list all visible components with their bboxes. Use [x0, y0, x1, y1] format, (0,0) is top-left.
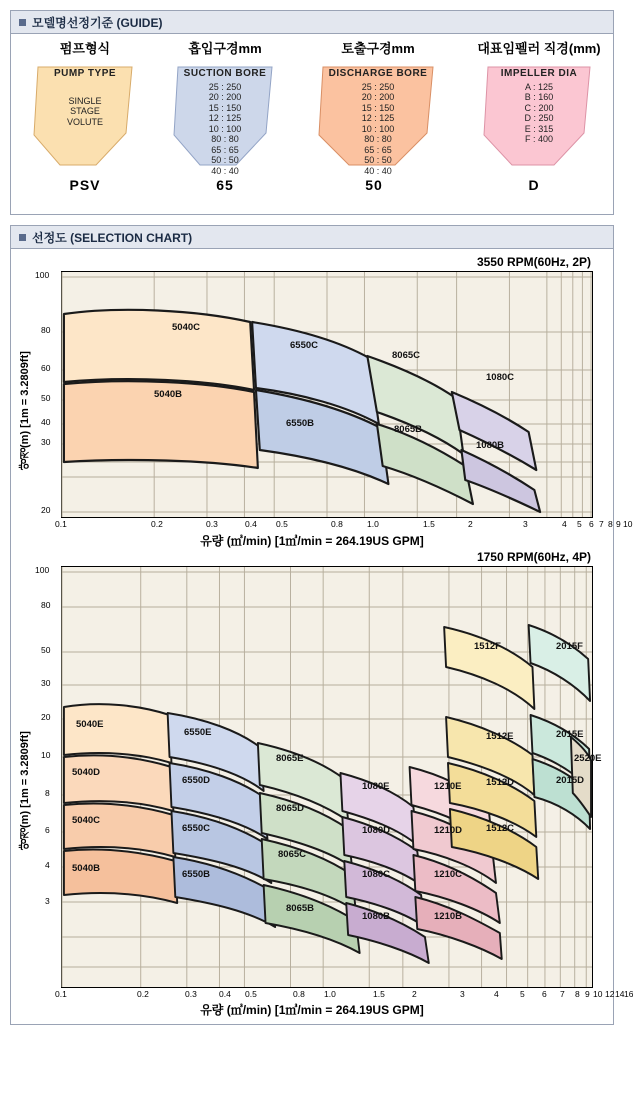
chart-x-axis-label: 유량 (㎥/min) [1㎥/min = 264.19US GPM]	[200, 1003, 424, 1017]
chart-title: 3550 RPM(60Hz, 2P)	[476, 255, 591, 269]
guide-shape-text	[170, 61, 280, 176]
guide-shape-line: E : 315	[524, 123, 554, 134]
guide-shape-text	[30, 61, 140, 171]
curve-label-2520E: 2520E	[574, 753, 602, 764]
guide-shape-line: D : 250	[524, 113, 554, 123]
x-tick: 1.0	[367, 519, 379, 529]
curve-label-1210E: 1210E	[434, 781, 462, 792]
guide-section-header	[11, 11, 613, 34]
guide-shape	[170, 61, 280, 176]
guide-shape-line: 15 : 150	[208, 102, 242, 113]
x-tick: 2	[468, 519, 473, 529]
curve-label-8065E: 8065E	[276, 753, 304, 764]
y-tick: 6	[45, 825, 50, 835]
guide-shape-text	[315, 61, 441, 176]
guide-shape-header: IMPELLER DIA	[500, 68, 578, 79]
guide-shape-header: SUCTION BORE	[183, 68, 267, 79]
guide-shape-line: B : 160	[524, 92, 554, 102]
curve-label-5040C: 5040C	[72, 815, 100, 826]
guide-shape-line: 40 : 40	[211, 165, 239, 176]
x-tick: 10	[623, 519, 633, 529]
x-tick: 0.3	[206, 519, 218, 529]
x-tick: 6	[589, 519, 594, 529]
curve-label-1210B: 1210B	[434, 911, 462, 922]
guide-shape-header: DISCHARGE BORE	[328, 68, 428, 79]
guide-shape-line: 15 : 150	[361, 102, 395, 113]
bullet-icon	[19, 19, 26, 26]
curve-label-1210C: 1210C	[434, 869, 462, 880]
curve-label-5040C: 5040C	[172, 322, 200, 333]
guide-column-title: 펌프형식	[59, 41, 111, 56]
curve-label-6550B: 6550B	[182, 869, 210, 880]
x-tick: 10	[593, 989, 603, 999]
guide-column-title: 흡입구경mm	[188, 41, 262, 56]
guide-code: PSV	[69, 177, 101, 193]
chart-1-svg	[62, 272, 592, 517]
x-tick: 3	[460, 989, 465, 999]
x-tick: 0.8	[331, 519, 343, 529]
x-tick: 1.5	[373, 989, 385, 999]
x-tick: 0.3	[185, 989, 197, 999]
curve-label-5040D: 5040D	[72, 767, 100, 778]
guide-shape-line: 50 : 50	[211, 155, 239, 165]
x-tick: 0.4	[219, 989, 231, 999]
guide-code: D	[528, 177, 540, 193]
selection-section-title: 선정도 (SELECTION CHART)	[32, 230, 193, 245]
x-tick: 7	[599, 519, 604, 529]
curve-label-2015E: 2015E	[556, 729, 584, 740]
guide-shape-line: 65 : 65	[364, 144, 392, 155]
y-tick: 20	[41, 505, 51, 515]
curve-label-2015F: 2015F	[556, 641, 583, 652]
x-tick: 1.0	[324, 989, 336, 999]
chart-y-axis-label: 양정(m) [1m = 3.2809ft]	[19, 351, 31, 471]
x-tick: 0.2	[137, 989, 149, 999]
x-tick: 0.8	[293, 989, 305, 999]
curve-label-1080E: 1080E	[362, 781, 390, 792]
curve-label-5040E: 5040E	[76, 719, 104, 730]
guide-column-pump-type	[19, 38, 151, 193]
chart-plot-area	[61, 566, 602, 988]
curve-label-6550E: 6550E	[184, 727, 212, 738]
x-tick: 3	[523, 519, 528, 529]
guide-column-suction-bore	[159, 38, 291, 193]
guide-shape-line: 20 : 200	[361, 92, 395, 102]
guide-body	[11, 34, 613, 214]
x-tick: 7	[560, 989, 565, 999]
x-tick: 16	[624, 989, 633, 999]
guide-shape-line: 10 : 100	[208, 123, 242, 134]
y-tick: 80	[41, 325, 51, 335]
curve-label-8065C: 8065C	[278, 849, 306, 860]
x-tick: 9	[585, 989, 590, 999]
chart-plot-area	[61, 271, 593, 518]
guide-code: 50	[365, 177, 383, 193]
y-tick: 4	[45, 860, 50, 870]
x-tick: 0.5	[276, 519, 288, 529]
x-tick: 9	[616, 519, 621, 529]
x-tick: 0.5	[245, 989, 257, 999]
x-tick: 6	[542, 989, 547, 999]
guide-shape-line: STAGE	[70, 106, 100, 116]
chart-y-axis-label: 양정(m) [1m = 3.2809ft]	[19, 731, 31, 851]
guide-column-discharge-bore	[303, 38, 453, 193]
y-tick: 80	[41, 600, 51, 610]
x-tick: 0.4	[245, 519, 257, 529]
x-tick: 2	[412, 989, 417, 999]
x-tick: 4	[494, 989, 499, 999]
guide-shape-line: 10 : 100	[361, 123, 395, 134]
curve-label-1080C: 1080C	[486, 372, 514, 383]
selection-section-header	[11, 226, 613, 249]
y-tick: 50	[41, 393, 51, 403]
x-tick: 12	[605, 989, 615, 999]
x-tick: 0.1	[55, 989, 67, 999]
y-tick: 50	[41, 645, 51, 655]
curve-label-1512E: 1512E	[486, 731, 514, 742]
guide-shape-header: PUMP TYPE	[53, 68, 117, 79]
y-tick: 30	[41, 678, 51, 688]
y-tick: 100	[35, 270, 50, 280]
guide-column-title: 대표임펠러 직경(mm)	[477, 41, 601, 56]
y-tick: 3	[45, 896, 50, 906]
curve-label-1512D: 1512D	[486, 777, 514, 788]
curve-label-8065C: 8065C	[392, 350, 420, 361]
curve-label-8065B: 8065B	[286, 903, 314, 914]
curve-label-5040B: 5040B	[154, 389, 182, 400]
x-tick: 8	[575, 989, 580, 999]
curve-label-1080B: 1080B	[362, 911, 390, 922]
chart-3550rpm	[19, 255, 633, 548]
curve-label-8065B: 8065B	[394, 424, 422, 435]
guide-section	[10, 10, 614, 215]
guide-shape-line: VOLUTE	[66, 116, 103, 127]
guide-shape-line: 25 : 250	[361, 81, 395, 92]
guide-shape	[315, 61, 441, 176]
bullet-icon	[19, 234, 26, 241]
x-tick: 5	[577, 519, 582, 529]
x-tick: 8	[608, 519, 613, 529]
guide-shape-line: 50 : 50	[364, 155, 392, 165]
curve-label-6550D: 6550D	[182, 775, 210, 786]
guide-shape-line: SINGLE	[68, 95, 102, 106]
x-tick: 5	[520, 989, 525, 999]
curve-label-6550C: 6550C	[182, 823, 210, 834]
guide-shape-line: 40 : 40	[364, 165, 392, 176]
guide-code: 65	[216, 177, 234, 193]
y-tick: 40	[41, 417, 51, 427]
guide-shape-line: 20 : 200	[208, 92, 242, 102]
guide-shape-line: 80 : 80	[211, 134, 239, 144]
y-tick: 60	[41, 363, 51, 373]
curve-label-1080D: 1080D	[362, 825, 390, 836]
chart-title: 1750 RPM(60Hz, 4P)	[476, 550, 591, 564]
x-tick: 4	[562, 519, 567, 529]
guide-column-title: 토출구경mm	[341, 41, 415, 56]
y-tick: 100	[35, 565, 50, 575]
x-tick: 0.2	[151, 519, 163, 529]
y-tick: 8	[45, 788, 50, 798]
x-tick: 1.5	[423, 519, 435, 529]
y-tick: 20	[41, 712, 51, 722]
chart-1750rpm	[19, 550, 633, 1017]
curve-label-1080B: 1080B	[476, 440, 504, 451]
chart-x-axis-label: 유량 (㎥/min) [1㎥/min = 264.19US GPM]	[200, 534, 424, 548]
curve-label-1512C: 1512C	[486, 823, 514, 834]
guide-shape-line: 12 : 125	[361, 113, 395, 123]
x-tick: 14	[615, 989, 625, 999]
guide-section-title: 모델명선정기준 (GUIDE)	[32, 15, 163, 30]
curve-label-5040B: 5040B	[72, 863, 100, 874]
curve-label-1210D: 1210D	[434, 825, 462, 836]
guide-column-impeller-dia	[463, 38, 615, 193]
guide-shape	[480, 61, 598, 171]
guide-shape-line: F : 400	[524, 134, 553, 144]
guide-shape-line: 12 : 125	[208, 113, 242, 123]
guide-shape-text	[480, 61, 598, 171]
guide-shape-line: A : 125	[524, 81, 554, 92]
curve-label-6550C: 6550C	[290, 340, 318, 351]
selection-chart-body	[11, 249, 633, 1024]
curve-label-1512F: 1512F	[474, 641, 501, 652]
curve-label-2015D: 2015D	[556, 775, 584, 786]
guide-shape	[30, 61, 140, 171]
curve-label-8065D: 8065D	[276, 803, 304, 814]
curve-label-1080C: 1080C	[362, 869, 390, 880]
curve-label-6550B: 6550B	[286, 418, 314, 429]
guide-shape-line: C : 200	[524, 102, 554, 113]
guide-shape-line: 25 : 250	[208, 81, 242, 92]
guide-shape-line: 65 : 65	[211, 144, 239, 155]
y-tick: 30	[41, 437, 51, 447]
y-tick: 10	[41, 750, 51, 760]
selection-chart-section	[10, 225, 633, 1025]
guide-shape-line: 80 : 80	[364, 134, 392, 144]
x-tick: 0.1	[55, 519, 67, 529]
